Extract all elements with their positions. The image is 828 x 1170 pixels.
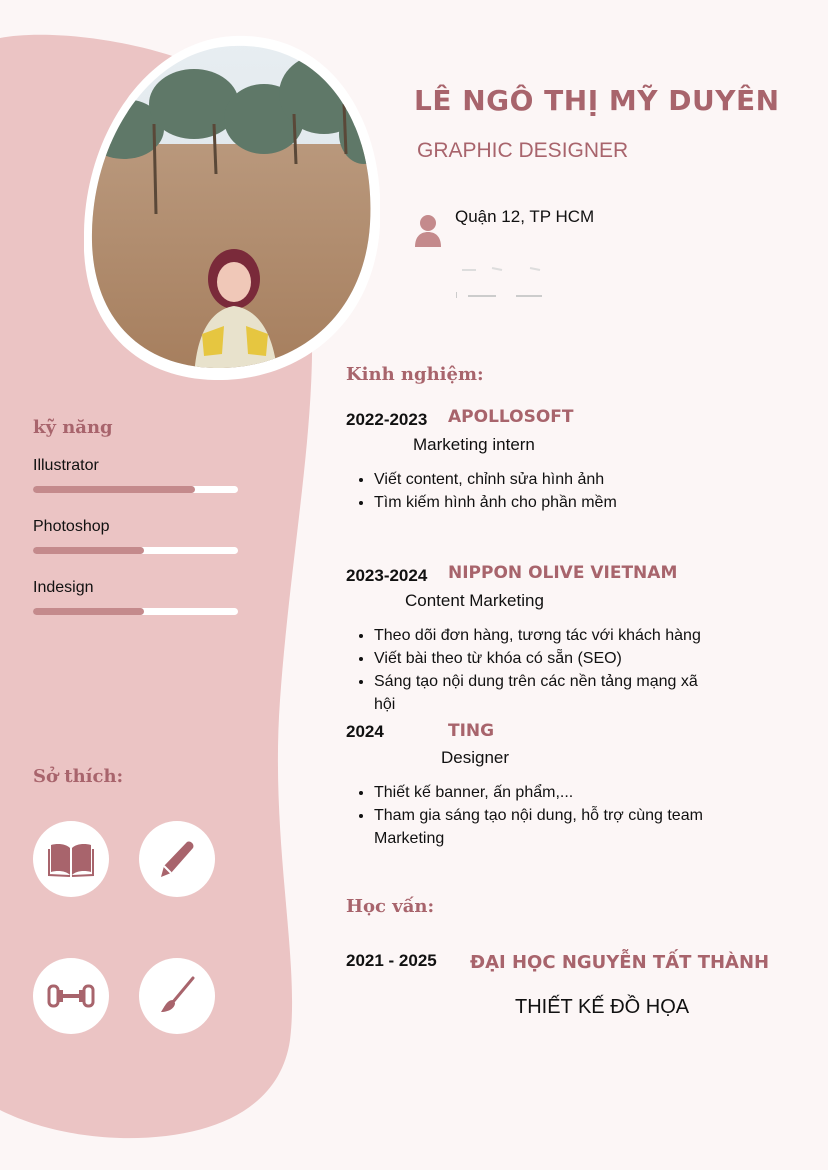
skill-fill (33, 547, 144, 554)
skill-fill (33, 486, 195, 493)
brush-icon (157, 976, 197, 1016)
job-bullets (346, 781, 714, 850)
job-position: Designer (441, 748, 510, 767)
job-company: APOLLOSOFT (448, 407, 574, 427)
list-item: • Thiết kế banner, ấn phẩm,... (374, 781, 714, 804)
list-item: • Viết content, chỉnh sửa hình ảnh (374, 468, 714, 491)
skill-label-indesign: Indesign (33, 579, 94, 596)
skill-fill (33, 608, 144, 615)
job-bullets (346, 468, 714, 514)
job-years: 2023-2024 (346, 566, 428, 585)
job-company: NIPPON OLIVE VIETNAM (448, 563, 678, 583)
hobby-painting (139, 958, 215, 1034)
skills-heading: kỹ năng (33, 417, 113, 438)
dumbbell-icon (46, 981, 96, 1011)
pen-icon (157, 839, 197, 879)
experience-heading: Kinh nghiệm: (346, 364, 484, 385)
candidate-name: LÊ NGÔ THỊ MỸ DUYÊN (414, 84, 780, 117)
book-icon (48, 841, 94, 877)
job-title: GRAPHIC DESIGNER (417, 139, 629, 162)
job-position: Marketing intern (413, 435, 535, 454)
list-item: • Viết bài theo từ khóa có sẵn (SEO) (374, 647, 714, 670)
list-item: • Theo dõi đơn hàng, tương tác với khách hàng (374, 624, 714, 647)
job-bullets (346, 624, 714, 716)
hobby-reading (33, 821, 109, 897)
profile-photo (84, 34, 380, 384)
education-years: 2021 - 2025 (346, 951, 437, 970)
hobbies-heading: Sở thích: (33, 766, 124, 787)
job-years: 2024 (346, 722, 384, 741)
major-name: THIẾT KẾ ĐỒ HỌA (515, 996, 690, 1018)
list-item: • Tham gia sáng tạo nội dung, hỗ trợ cùng team Marketing (374, 804, 714, 850)
hobby-fitness (33, 958, 109, 1034)
person-icon (414, 214, 442, 248)
job-company: TING (448, 721, 495, 741)
list-item: • Sáng tạo nội dung trên các nền tảng mạng xã hội (374, 670, 714, 716)
skill-bar-illustrator (33, 486, 238, 493)
list-item: • Tìm kiếm hình ảnh cho phần mềm (374, 491, 714, 514)
education-heading: Học vấn: (346, 896, 435, 917)
job-years: 2022-2023 (346, 410, 428, 429)
location-text: Quận 12, TP HCM (455, 207, 595, 226)
job-position: Content Marketing (405, 591, 544, 610)
skill-bar-indesign (33, 608, 238, 615)
skill-bar-photoshop (33, 547, 238, 554)
skill-label-photoshop: Photoshop (33, 518, 110, 535)
school-name: ĐẠI HỌC NGUYỄN TẤT THÀNH (470, 952, 770, 973)
redacted-contact (456, 262, 556, 302)
skill-label-illustrator: Illustrator (33, 457, 99, 474)
hobby-writing (139, 821, 215, 897)
